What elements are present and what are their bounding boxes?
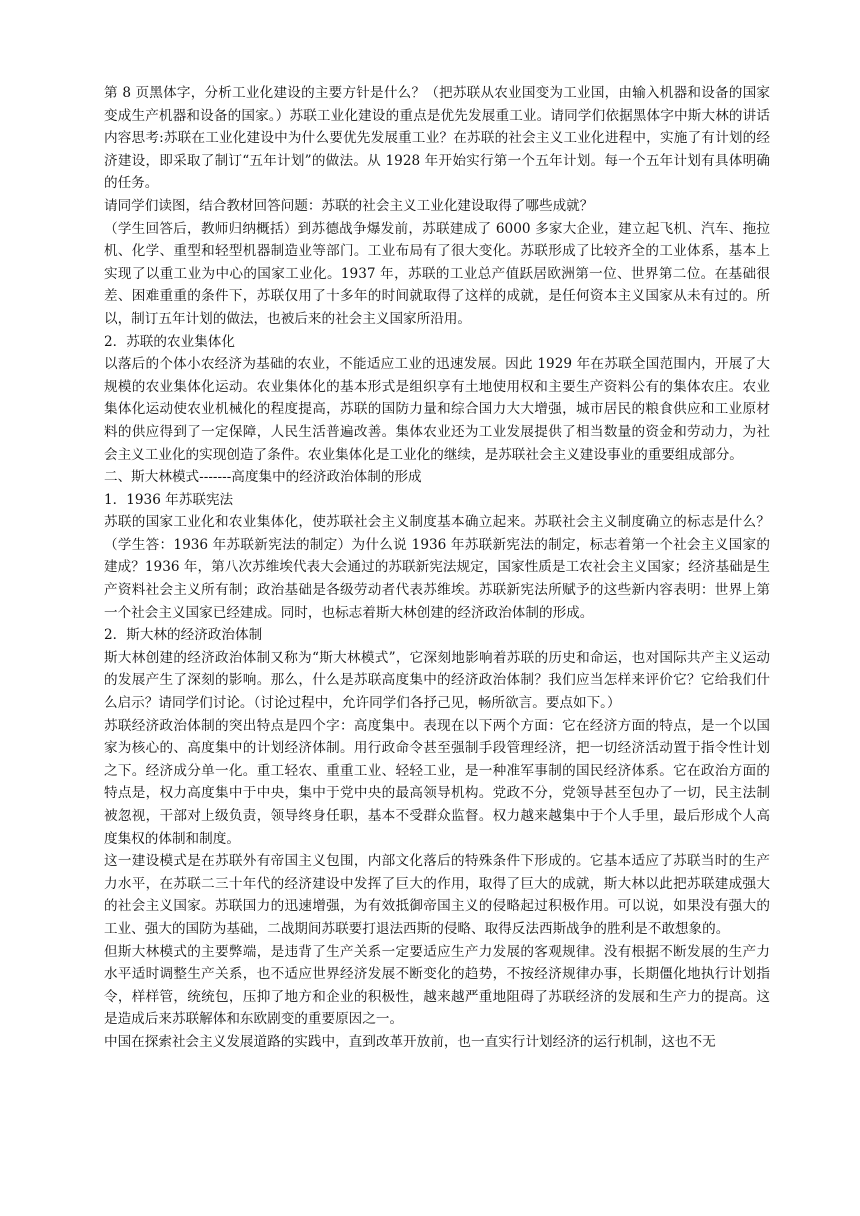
paragraph-industrial-achievements: （学生回答后，教师归纳概括）到苏德战争爆发前，苏联建成了 6000 多家大企业，建立起飞机、汽车、拖拉机、化学、重型和轻型机器制造业等部门。工业布局有了很大变化。苏联形成了比较齐全的工业体系，基本上实现了以重工业为中心的国家工业化。1937 年，苏联的工业总产值跃居欧洲第一位、世界第二位。在基础很差、困难重重的条件下，苏联仅用了十多年的时间就取得了这样的成就，是任何资本主义国家从未有过的。所以，制订五年计划的做法，也被后来的社会主义国家所沿用。 (104, 220, 770, 327)
heading-1936-constitution: 1．1936 年苏联宪法 (104, 491, 234, 508)
paragraph-china-practice: 中国在探索社会主义发展道路的实践中，直到改革开放前，也一直实行计划经济的运行机制，这也不无 (104, 1033, 716, 1050)
paragraph-collectivization: 以落后的个体小农经济为基础的农业，不能适应工业的迅速发展。因此 1929 年在苏联全国范围内，开展了大规模的农业集体化运动。农业集体化的基本形式是组织享有土地使用权和主要生产资料公有的集体农庄。农业集体化运动使农业机械化的程度提高，苏联的国防力量和综合国力大大增强，城市居民的粮食供应和工业原材料的供应得到了一定保障，人民生活普遍改善。集体农业还为工业发展提供了相当数量的资金和劳动力，为社会主义工业化的实现创造了条件。农业集体化是工业化的继续，是苏联社会主义建设事业的重要组成部分。 (104, 356, 770, 463)
heading-agricultural-collectivization: 2．苏联的农业集体化 (104, 333, 235, 350)
paragraph-industrialization-policy: 第 8 页黑体字，分析工业化建设的主要方针是什么？（把苏联从农业国变为工业国，由输入机器和设备的国家变成生产机器和设备的国家。）苏联工业化建设的重点是优先发展重工业。请同学们依据黑体字中斯大林的讲话内容思考:苏联在工业化建设中为什么要优先发展重工业？在苏联的社会主义工业化进程中，实施了有计划的经济建设，即采取了制订“五年计划”的做法。从 1928 年开始实行第一个五年计划。每一个五年计划有具体明确的任务。 (104, 85, 770, 192)
paragraph-constitution: 苏联的国家工业化和农业集体化，使苏联社会主义制度基本确立起来。苏联社会主义制度确立的标志是什么？（学生答：1936 年苏联新宪法的制定）为什么说 1936 年苏联新宪法的制定，标志着第一个社会主义国家的建成？1936 年，第八次苏维埃代表大会通过的苏联新宪法规定，国家性质是工农社会主义国家；经济基础是生产资料社会主义所有制；政治基础是各级劳动者代表苏维埃。苏联新宪法所赋予的这些新内容表明：世界上第一个社会主义国家已经建成。同时，也标志着斯大林创建的经济政治体制的形成。 (104, 514, 770, 621)
paragraph-model-achievements: 这一建设模式是在苏联外有帝国主义包围，内部文化落后的特殊条件下形成的。它基本适应了苏联当时的生产力水平，在苏联二三十年代的经济建设中发挥了巨大的作用，取得了巨大的成就，斯大林以此把苏联建成强大的社会主义国家。苏联国力的迅速增强，为有效抵御帝国主义的侵略起过积极作用。可以说，如果没有强大的工业、强大的国防为基础，二战期间苏联要打退法西斯的侵略、取得反法西斯战争的胜利是不敢想象的。 (104, 853, 770, 937)
paragraph-system-features: 苏联经济政治体制的突出特点是四个字：高度集中。表现在以下两个方面：它在经济方面的特点，是一个以国家为核心的、高度集中的计划经济体制。用行政命令甚至强制手段管理经济，把一切经济活动置于指令性计划之下。经济成分单一化。重工轻农、重重工业、轻轻工业，是一种准军事制的国民经济体系。它在政治方面的特点是，权力高度集中于中央，集中于党中央的最高领导机构。党政不分，党领导甚至包办了一切，民主法制被忽视，干部对上级负责，领导终身任职，基本不受群众监督。权力越来越集中于个人手里，最后形成个人高度集权的体制和制度。 (104, 717, 770, 847)
paragraph-stalin-model-intro: 斯大林创建的经济政治体制又称为“斯大林模式”，它深刻地影响着苏联的历史和命运，也对国际共产主义运动的发展产生了深刻的影响。那么，什么是苏联高度集中的经济政治体制？我们应当怎样来评价它？它给我们什么启示？请同学们讨论。（讨论过程中，允许同学们各抒己见，畅所欲言。要点如下。） (104, 649, 770, 712)
paragraph-question-achievements: 请同学们读图，结合教材回答问题：苏联的社会主义工业化建设取得了哪些成就？ (104, 197, 594, 214)
heading-stalin-system: 2．斯大林的经济政治体制 (104, 627, 263, 644)
heading-stalin-model: 二、斯大林模式-------高度集中的经济政治体制的形成 (104, 469, 422, 486)
document-page (104, 82, 770, 1054)
paragraph-model-drawbacks: 但斯大林模式的主要弊端，是违背了生产关系一定要适应生产力发展的客观规律。没有根据不断发展的生产力水平适时调整生产关系，也不适应世界经济发展不断变化的趋势，不按经济规律办事，长期僵化地执行计划指令，样样管，统统包，压抑了地方和企业的积极性，越来越严重地阻碍了苏联经济的发展和生产力的提高。这是造成后来苏联解体和东欧剧变的重要原因之一。 (104, 943, 770, 1028)
